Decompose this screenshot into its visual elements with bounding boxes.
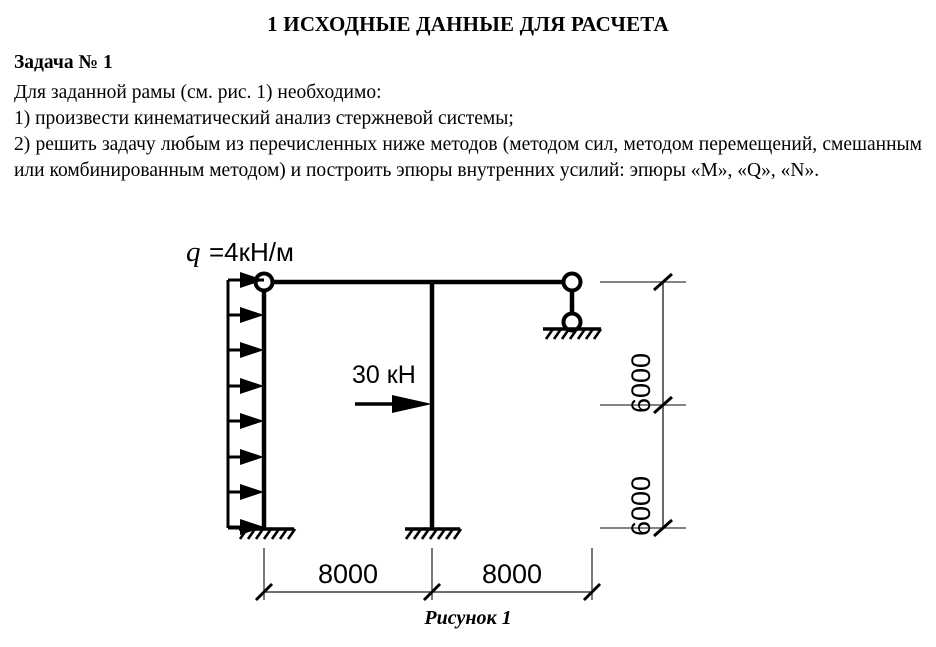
load-arrow — [228, 449, 264, 465]
paragraph-item-1: 1) произвести кинематический анализ стержневой системы; — [14, 108, 514, 129]
paragraph-item-2: 2) решить задачу любым из перечисленных ниже методов (методом сил, методом перемещений, смешанным или комбинированным методом) и построить эпюры внутренних усилий: эпюры «М», «Q», «N». — [14, 134, 922, 181]
load-symbol-q: q — [186, 236, 201, 268]
horizontal-dimensions — [256, 548, 600, 600]
hdim-label-left: 8000 — [317, 559, 379, 589]
task-heading: Задача № 1 — [14, 52, 113, 73]
load-value-label: =4кН/м — [209, 237, 294, 267]
vertical-dimensions — [600, 274, 686, 536]
figure-caption: Рисунок 1 — [424, 607, 512, 629]
page-title: 1 ИСХОДНЫЕ ДАННЫЕ ДЛЯ РАСЧЕТА — [267, 12, 669, 36]
load-arrow — [228, 484, 264, 500]
load-arrows — [228, 272, 264, 535]
vdim-label-lower: 6000 — [626, 475, 656, 537]
figure-1 — [0, 228, 936, 647]
load-arrow — [228, 307, 264, 323]
hdim-label-right: 8000 — [481, 559, 543, 589]
paragraph-intro: Для заданной рамы (см. рис. 1) необходимо: — [14, 82, 382, 103]
load-arrow — [228, 378, 264, 394]
point-load-arrow-head — [392, 395, 432, 413]
support-middle-base — [405, 529, 461, 539]
point-load-label: 30 кН — [352, 361, 416, 389]
load-arrow — [228, 519, 264, 535]
load-arrow — [228, 342, 264, 358]
frame-diagram-svg — [0, 228, 936, 647]
vdim-label-upper: 6000 — [626, 352, 656, 414]
load-arrow — [228, 413, 264, 429]
hinge-top-left — [256, 274, 273, 291]
support-pin-upper — [564, 274, 581, 291]
point-load-group — [352, 361, 432, 413]
body-text-block — [14, 80, 922, 184]
